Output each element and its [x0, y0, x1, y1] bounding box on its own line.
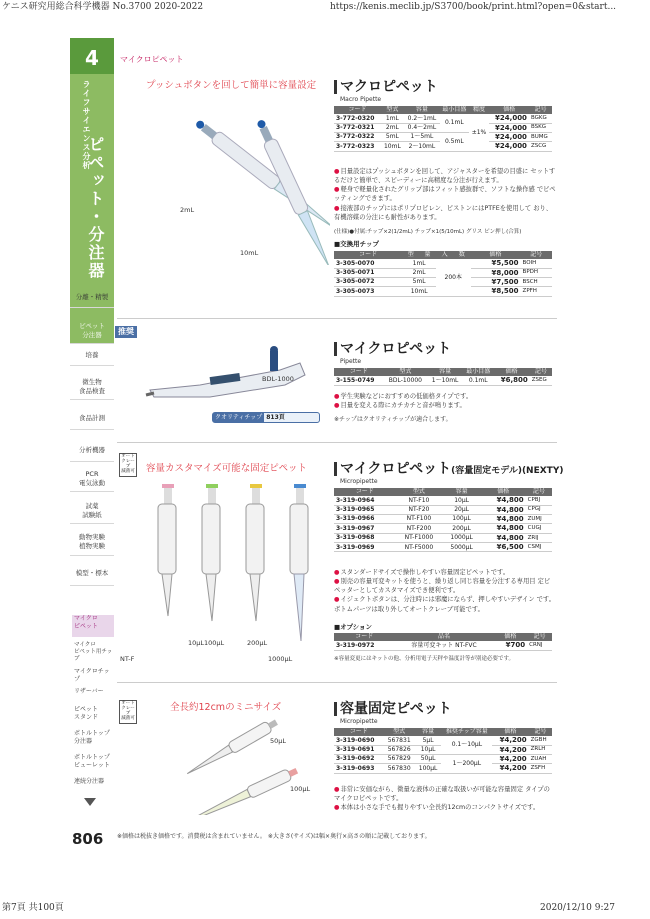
table-row[interactable] [334, 641, 552, 650]
cell-code: 3-772-0321 [334, 123, 381, 132]
cell-price: ¥4,800 [481, 514, 526, 523]
footer-timestamp: 2020/12/10 9:27 [540, 903, 615, 913]
cell-tip: 0.1〜10μL [441, 736, 492, 754]
macro-label-10ml: 10mL [240, 249, 259, 257]
col-price: 価格 [493, 368, 529, 376]
cell-kana: BSKG [529, 123, 552, 132]
cell-code: 3-305-0070 [334, 259, 402, 268]
cell-price: ¥4,800 [481, 505, 526, 514]
cell-code: 3-319-0968 [334, 533, 395, 542]
macro-subtitle: Macro Pipette [340, 96, 382, 103]
cell-volume: 10μL [415, 745, 441, 754]
bullet-item: ●学生実験などにおすすめの低価格タイプです。 [334, 393, 473, 400]
nexty-option-table [334, 633, 552, 651]
macro-pipette-image [140, 95, 330, 265]
table-row[interactable] [334, 376, 552, 385]
cell-code: 3-319-0690 [334, 736, 383, 745]
cell-model: NT-F200 [395, 524, 442, 533]
cell-volume: 2〜10mL [404, 142, 440, 151]
catalog-sidebar [70, 38, 114, 828]
sidebar-sub-burette[interactable]: ボトルトップ ビューレット [74, 754, 110, 769]
col-model: 型式 [381, 106, 404, 114]
mini-pipettes-image [140, 715, 330, 815]
cell-price: ¥24,000 [489, 114, 529, 123]
sidebar-sub-micropipette[interactable]: マイクロ ピペット [72, 615, 114, 637]
next-page-arrow-icon[interactable] [84, 798, 96, 806]
cell-kana: CRNJ [527, 641, 552, 650]
col-volume: 容量 [415, 728, 441, 736]
col-volume: 容量 [427, 368, 463, 376]
macro-tip-heading: ■交換用チップ [334, 240, 379, 248]
cell-price: ¥4,200 [492, 736, 528, 745]
col-kana: 記号 [521, 251, 552, 259]
footer-page-count: 第7頁 共100頁 [2, 903, 64, 913]
table-row[interactable] [334, 114, 552, 123]
cell-code: 3-772-0320 [334, 114, 381, 123]
sidebar-item-microbe[interactable]: 微生物 食品検査 [70, 374, 114, 400]
quality-tip-label: クオリティチップ [215, 413, 263, 421]
sidebar-item-pcr[interactable]: PCR 電気泳動 [70, 466, 114, 492]
cell-code: 3-305-0072 [334, 277, 402, 286]
table-row[interactable] [334, 505, 552, 514]
divider [117, 682, 557, 683]
col-code: コード [334, 728, 383, 736]
bullet-item: ●目量を変える際にカチカチと音が鳴ります。 [334, 402, 466, 410]
col-code: コード [334, 106, 381, 114]
cell-kana: CUGJ [526, 524, 552, 533]
nexty-option-heading: ■オプション [334, 623, 373, 631]
cell-kana: ZRIJ [526, 533, 552, 542]
table-row[interactable] [334, 514, 552, 523]
col-min-scale: 最小目盛 [440, 106, 469, 114]
cell-code: 3-319-0972 [334, 641, 395, 650]
nexty-label-100ul: 100μL [204, 639, 225, 647]
cell-kana: ZUMJ [526, 514, 552, 523]
cell-price: ¥5,500 [471, 259, 521, 268]
sidebar-item-food[interactable]: 食品計測 [70, 408, 114, 430]
cell-model: 1mL [381, 114, 404, 123]
col-code: コード [334, 633, 395, 641]
cell-volume: 5000μL [442, 543, 480, 552]
table-row[interactable] [334, 533, 552, 542]
cell-price: ¥4,800 [481, 524, 526, 533]
cell-min-scale: 0.1mL [463, 376, 493, 385]
col-price: 価格 [492, 728, 528, 736]
mini-title: 容量固定ピペット [334, 702, 452, 716]
cell-kana: ZUAH [529, 754, 552, 763]
col-kana: 記号 [526, 488, 552, 496]
cell-kana: ZPFH [521, 287, 552, 296]
cell-kana: ZRLH [529, 745, 552, 754]
page-number: 806 [72, 830, 104, 848]
cell-code: 3-305-0071 [334, 268, 402, 277]
cell-kana: BOIH [521, 259, 552, 268]
cell-kana: BSCH [521, 277, 552, 286]
cell-price: ¥4,800 [481, 533, 526, 542]
cell-price: ¥4,200 [492, 764, 528, 773]
sidebar-sub-microtip[interactable]: マイクロチップ [74, 668, 110, 683]
cell-kana: BPDH [521, 268, 552, 277]
nexty-option-note: ※容量変更にはキットの他、分析用電子天秤や温度計等が別途必要です。 [334, 656, 515, 662]
sidebar-sub-stand[interactable]: ピペット スタンド [74, 706, 99, 721]
cell-model: 10mL [381, 142, 404, 151]
nexty-title: マイクロピペット(容量固定モデル)(NEXTY) [334, 462, 563, 476]
cell-code: 3-319-0967 [334, 524, 395, 533]
nexty-label-ntf: NT-F [120, 655, 135, 663]
sidebar-item-culture[interactable]: 培養 [70, 346, 114, 366]
cell-volume: 100μL [415, 764, 441, 773]
mini-label-100ul: 100μL [290, 785, 311, 793]
cell-code: 3-319-0964 [334, 496, 395, 505]
cell-model: NT-F100 [395, 514, 442, 523]
cell-volume: 100μL [442, 514, 480, 523]
micro-spec-table [334, 368, 552, 386]
cell-kana: CSMJ [526, 543, 552, 552]
cell-kana: ZGBH [529, 736, 552, 745]
cell-price: ¥8,500 [471, 287, 521, 296]
cell-model: NT-F1000 [395, 533, 442, 542]
cell-price: ¥24,000 [489, 123, 529, 132]
cell-code: 3-319-0969 [334, 543, 395, 552]
cell-kana: CPBJ [526, 496, 552, 505]
browser-header-title: ケニス研究用総合科学機器 No.3700 2020-2022 [2, 2, 204, 12]
col-model: 型式 [384, 368, 428, 376]
mini-spec-table [334, 728, 552, 774]
col-kana: 記号 [529, 106, 552, 114]
cell-volume: 0.2〜1mL [404, 114, 440, 123]
col-code: コード [334, 368, 384, 376]
nexty-pipettes-image [140, 476, 330, 646]
cell-model: 5mL [381, 132, 404, 141]
autoclave-badge: オートクレーブ 滅菌可 [119, 700, 137, 724]
bullet-item: ●スタンダードサイズで操作しやすい容量固定ピペットです。 [334, 569, 510, 576]
macro-spec-table [334, 106, 552, 152]
table-row[interactable] [334, 132, 552, 141]
quality-tip-link[interactable] [212, 412, 320, 423]
cell-tip: 1〜200μL [441, 754, 492, 773]
micro-bullets [334, 392, 556, 410]
cell-price: ¥24,000 [489, 132, 529, 141]
cell-model: NT-F5000 [395, 543, 442, 552]
cell-price: ¥4,200 [492, 754, 528, 763]
mini-label-50ul: 50μL [270, 737, 287, 745]
nexty-catchcopy: 容量カスタマイズ可能な固定ピペット [146, 463, 308, 474]
cell-price: ¥6,800 [493, 376, 529, 385]
sidebar-sub-tips[interactable]: マイクロ ピペット用チップ [74, 642, 113, 663]
cell-volume: 1000μL [442, 533, 480, 542]
cell-price: ¥7,500 [471, 277, 521, 286]
col-code: コード [334, 488, 395, 496]
sidebar-sub-dispenser[interactable]: ボトルトップ 分注器 [74, 730, 110, 745]
cell-volume: 1mL [402, 259, 436, 268]
macro-title: マクロピペット [334, 80, 438, 94]
col-kana: 記号 [529, 728, 552, 736]
macro-catchcopy: プッシュボタンを回して簡単に容量設定 [146, 80, 317, 91]
cell-kana: BUMG [529, 132, 552, 141]
cell-code: 3-772-0322 [334, 132, 381, 141]
nexty-subtitle: Micropipette [340, 478, 378, 485]
col-volume: 容量 [404, 106, 440, 114]
bullet-item: ●イジェクトボタンは、分注時には邪魔にならず、押しやすいデザイン です。ボトムパーツは取り外してオートクレーブ可能です。 [334, 596, 556, 613]
cell-volume: 1〜10mL [427, 376, 463, 385]
mini-bullets [334, 785, 556, 812]
cell-price: ¥8,000 [471, 268, 521, 277]
col-tip: 推奨チップ容量 [441, 728, 492, 736]
cell-model: 2mL [381, 123, 404, 132]
cell-volume: 10mL [402, 287, 436, 296]
page-footnote: ※価格は税抜き価格です。消費税は含まれていません。 ※大きさ(サイズ)は幅×奥行×高さの順に記載しております。 [117, 833, 431, 840]
col-name: 品名 [395, 633, 494, 641]
col-qty-2: 数 [453, 251, 470, 259]
mini-subtitle: Micropipette [340, 718, 378, 725]
cell-kana: ZSCG [529, 142, 552, 151]
cell-kana: BGKG [529, 114, 552, 123]
cell-accuracy: ±1% [469, 114, 490, 151]
divider [117, 442, 557, 443]
cell-kana: ZSFH [529, 764, 552, 773]
chapter-category-small: ライフサイエンス分析 [82, 80, 91, 170]
macro-label-2ml: 2mL [180, 206, 195, 214]
divider [117, 318, 557, 319]
cell-volume: 1〜5mL [404, 132, 440, 141]
cell-code: 3-319-0693 [334, 764, 383, 773]
cell-volume: 50μL [415, 754, 441, 763]
cell-price: ¥6,500 [481, 543, 526, 552]
bullet-item: ●軽身で軽量化されたグリップ部はフィット感抜群で、ソフトな操作感 でピペッティングできます。 [334, 186, 556, 203]
macro-tip-table [334, 251, 552, 297]
cell-code: 3-319-0965 [334, 505, 395, 514]
cell-model: NT-F20 [395, 505, 442, 514]
cell-code: 3-319-0966 [334, 514, 395, 523]
bullet-item: ●本体は小さな手でも握りやすい全長約12cmのコンパクトサイズです。 [334, 804, 540, 812]
section-label: マイクロピペット [120, 55, 184, 64]
cell-code: 3-772-0323 [334, 142, 381, 151]
cell-code: 3-319-0692 [334, 754, 383, 763]
cell-code: 3-155-0749 [334, 376, 384, 385]
cell-price: ¥4,200 [492, 745, 528, 754]
micro-note: ※チップはクオリティチップが適合します。 [334, 416, 452, 423]
quality-tip-page: 813頁 [266, 413, 285, 421]
cell-code: 3-319-0691 [334, 745, 383, 754]
table-row[interactable] [334, 754, 552, 763]
sidebar-item-pipette[interactable]: ピペット 分注器 [70, 318, 114, 344]
autoclave-badge: オートクレーブ 滅菌可 [119, 453, 137, 477]
macro-bullets [334, 167, 556, 222]
cell-name: 容量可変キット NT-FVC [395, 641, 494, 650]
cell-price: ¥700 [494, 641, 528, 650]
micro-subtitle: Pipette [340, 358, 362, 365]
bullet-item: ●目量設定はプッシュボタンを回して、アジャスターを希望の目盛に セットするだけと簡単で、スピーディーに高精度な分注が行えます。 [334, 168, 556, 185]
col-qty-1: 入 [436, 251, 453, 259]
col-price: 価格 [494, 633, 528, 641]
nexty-label-10ul: 10μL [188, 639, 205, 647]
bullet-item: ●接液部のチップにはポリプロピレン、ピストンにはPTFEを使用して おり、有機溶媒の分注にも耐性があります。 [334, 204, 553, 221]
cell-kana: CPGJ [526, 505, 552, 514]
col-model: 型式 [383, 728, 414, 736]
chapter-number: 4 [70, 38, 114, 74]
cell-model: 567826 [383, 745, 414, 754]
cell-model: 567830 [383, 764, 414, 773]
table-row[interactable] [334, 496, 552, 505]
col-volume: 容量 [442, 488, 480, 496]
sidebar-item-analysis[interactable]: 分析機器 [70, 440, 114, 462]
col-price: 価格 [489, 106, 529, 114]
table-row[interactable] [334, 524, 552, 533]
cell-price: ¥4,800 [481, 496, 526, 505]
cell-volume: 20μL [442, 505, 480, 514]
table-row[interactable] [334, 543, 552, 552]
browser-header-url: https://kenis.meclib.jp/S3700/book/print.html?open=0&start... [330, 2, 617, 12]
cell-price: ¥24,000 [489, 142, 529, 151]
micro-title: マイクロピペット [334, 342, 451, 356]
nexty-bullets [334, 568, 556, 614]
cell-volume: 0.4〜2mL [404, 123, 440, 132]
cell-min-scale: 0.1mL [440, 114, 469, 132]
col-accuracy: 精度 [469, 106, 490, 114]
col-kana: 記号 [527, 633, 552, 641]
sidebar-sub-continuous[interactable]: 連続分注器 [74, 778, 105, 785]
nexty-label-1000ul: 1000μL [268, 655, 293, 663]
col-price: 価格 [481, 488, 526, 496]
col-min-scale: 最小目盛 [463, 368, 493, 376]
col-code: コード [334, 251, 402, 259]
col-type: 型 [402, 251, 419, 259]
sidebar-item-separation[interactable]: 分離・精製 [70, 288, 114, 308]
col-model: 型式 [395, 488, 442, 496]
cell-model: 567829 [383, 754, 414, 763]
cell-kana: ZSEG [530, 376, 552, 385]
table-row[interactable] [334, 259, 552, 268]
cell-model: 567831 [383, 736, 414, 745]
sidebar-item-reagent[interactable]: 試薬 試験紙 [70, 498, 114, 524]
mini-catchcopy: 全長約12cmのミニサイズ [170, 702, 282, 713]
macro-spec-note: (仕様)●付属:チップ×2(1/2mL) チップ×1(5/10mL) グリス ピン押し(合算) [334, 229, 522, 235]
recommend-badge: 推奨 [115, 326, 137, 338]
cell-volume: 10μL [442, 496, 480, 505]
sidebar-sub-reservoir[interactable]: リザーバー [74, 688, 104, 695]
cell-min-scale: 0.5mL [440, 132, 469, 151]
cell-qty: 200本 [436, 259, 471, 296]
cell-model: NT-F10 [395, 496, 442, 505]
col-volume: 量 [419, 251, 436, 259]
bullet-item: ●非常に安価ながら、微量な液体の正確な取扱いが可能な容量固定 タイプのマイクロピペットです。 [334, 786, 550, 803]
chapter-category-title: ピペット・分注器 [86, 136, 105, 280]
bullet-item: ●別売の容量可変キットを使うと、繰り返し同じ容量を分注する専用目 定ピペッターとしてカスタマイズでき便利です。 [334, 578, 551, 595]
bdl-model-label: BDL-1000 [262, 375, 294, 383]
cell-code: 3-305-0073 [334, 287, 402, 296]
cell-volume: 5μL [415, 736, 441, 745]
cell-model: BDL-10000 [384, 376, 428, 385]
sidebar-item-model[interactable]: 模型・標本 [70, 562, 114, 586]
nexty-label-200ul: 200μL [247, 639, 268, 647]
cell-volume: 2mL [402, 268, 436, 277]
cell-volume: 200μL [442, 524, 480, 533]
sidebar-item-animal[interactable]: 動物実験 植物実験 [70, 528, 114, 556]
table-row[interactable] [334, 736, 552, 745]
col-price: 価格 [471, 251, 521, 259]
col-kana: 記号 [530, 368, 552, 376]
nexty-spec-table [334, 488, 552, 552]
cell-volume: 5mL [402, 277, 436, 286]
